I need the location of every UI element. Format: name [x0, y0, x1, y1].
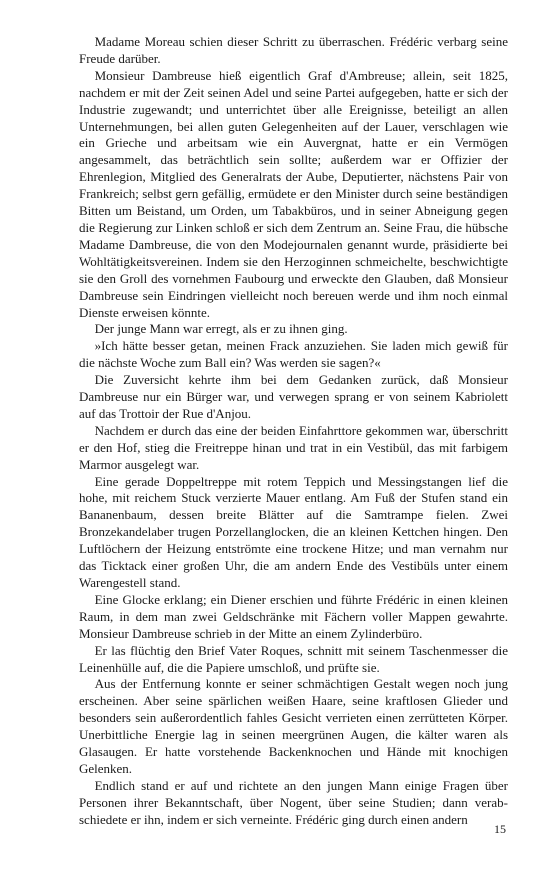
paragraph: Der junge Mann war erregt, als er zu ihnen ging. [94, 321, 348, 337]
page-number: 15 [494, 822, 506, 836]
paragraph: Eine Glocke erklang; ein Diener erschien und führte Frédéric in einen kleinen Raum, in dem man zwei Geldschränke mit Fächern voller Mappen gewahrte. Monsieur Dambreuse schrieb in der Mitte an einem Zylinderbüro. [79, 591, 508, 641]
paragraph: Nachdem er durch das eine der beiden Einfahrttore gekommen war, überschritt er den Hof, stieg die Freitreppe hinan und trat in ein Vestibül, das mit farbigem Marmor ausgelegt war. [79, 422, 508, 472]
paragraph: Eine gerade Doppeltreppe mit rotem Teppich und Messingstangen lief die hohe, mit reichem Stuck verzierte Mauer entlang. Am Fuß der Stufen stand ein Bananenbaum, dessen breite Blätter auf die Samtrampe fielen. Zwei Bronzekandelaber trugen Porzellanglocken, die an kleinen Kettchen hingen. Den Luftlöchern der Heizung entströmte eine trockene Hitze; und man vernahm nur das Ticktack einer großen Uhr, die am andern Ende des Vestibüls unter einem Warengestell stand. [79, 473, 508, 590]
paragraph: Er las flüchtig den Brief Vater Roques, schnitt mit seinem Taschenmesser die Leinenhülle auf, die die Papiere umschloß, und prüfte sie. [79, 642, 508, 675]
paragraph: Die Zuversicht kehrte ihm bei dem Gedanken zurück, daß Monsieur Dambreuse nur ein Bürger war, und verwegen sprang er von seinem Kabriolett auf das Trottoir der Rue d'Anjou. [79, 372, 508, 421]
body-text [79, 34, 508, 829]
paragraph: Aus der Entfernung konnte er seiner schmächtigen Gestalt wegen noch jung erscheinen. Aber seine spärlichen weißen Haare, seine kraftlosen Glieder und besonders sein außerordentlich fahles Gesicht verrieten einen zerrütteten Körper. Unerbittliche Energie lag in seinen meergrünen Augen, die kälter waren als Glasaugen. Er hatte vorstehende Backenknochen und Hände mit knochigen Gelenken. [79, 676, 508, 776]
paragraph: Monsieur Dambreuse hieß eigentlich Graf d'Ambreuse; allein, seit 1825, nachdem er mit der Zeit seinen Adel und seine Partei aufgegeben, hatte er sich der Industrie zugewandt; und unterrichtet über alle Ereignisse, beteiligt an allen Unternehmungen, bei allen guten Gelegenheiten auf der Lauer, verschlagen wie ein Grieche und arbeitsam wie ein Auvergnat, hatte er ein Vermögen angesammelt, das beträchtlich sein sollte; außerdem war er Offizier der Ehrenlegion, Mitglied des Generalrats der Aube, Deputierter, nächstens Pair von Frankreich; selbst gern gefällig, ermüdete er den Minister durch seine beständigen Bitten um Beistand, um Orden, um Tabakbüros, und in seiner Abneigung gegen die Regierung zur Linken schloß er sich dem Zentrum an. Seine Frau, die hübsche Madame Dambreuse, die von den Modejournalen genannt wurde, präsidierte bei Wohltätigkeitsvereinen. Indem sie den Herzoginnen schmeichelte, beschwichtigte sie den Groll des vornehmen Faubourg und erweckte den Glauben, daß Monsieur Dambreuse sein Eindringen vielleicht noch bereuen werde und ihm noch einmal Dienste erweisen könnte. [79, 67, 508, 320]
paragraph: Madame Moreau schien dieser Schritt zu überraschen. Frédéric verbarg seine Freude darüber. [79, 34, 508, 66]
paragraph: »Ich hätte besser getan, meinen Frack anzuziehen. Sie laden mich gewiß für die nächste Woche zum Ball ein? Was werden sie sagen?« [79, 338, 508, 371]
paragraph: Endlich stand er auf und richtete an den jungen Mann einige Fragen über Personen ihrer Bekanntschaft, über Nogent, über seine Studien; dann verabschiedete er ihn, indem er sich verneinte. Frédéric ging durch einen andern [79, 777, 508, 827]
